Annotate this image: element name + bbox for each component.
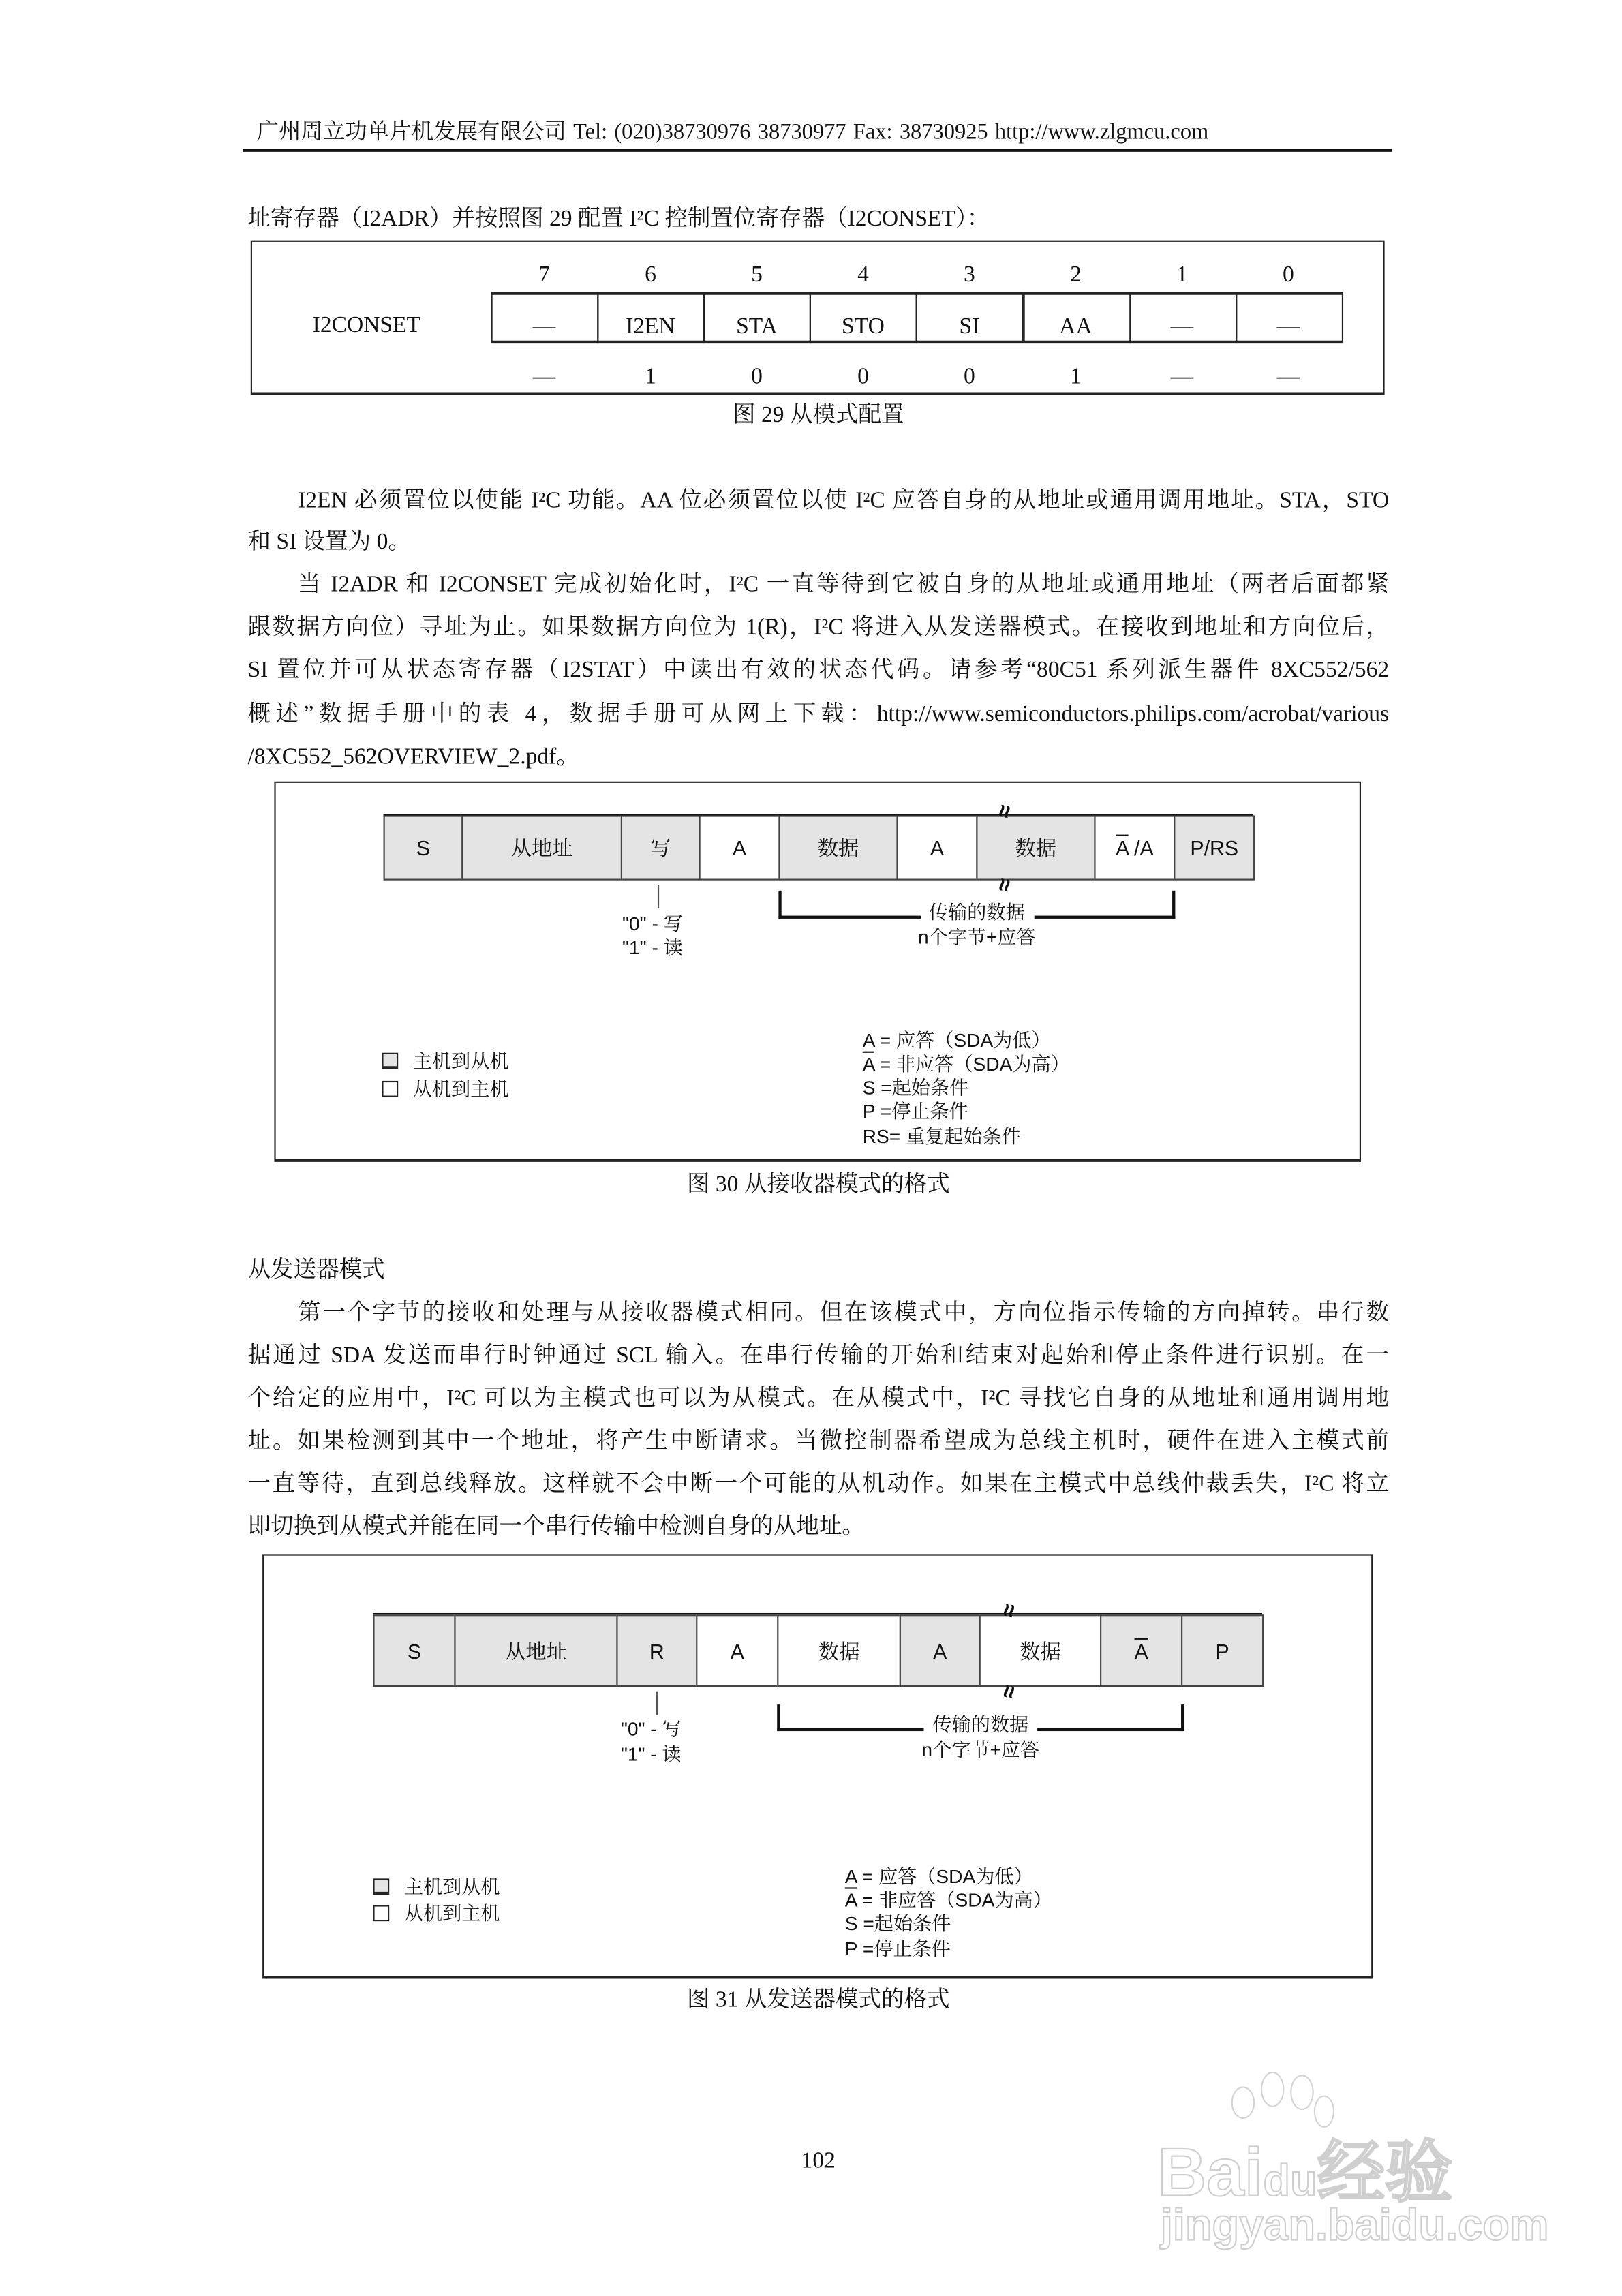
bit-number: 5 [751,262,763,288]
bit-name: AA [1059,313,1092,339]
frame-field-6 [976,815,1095,880]
bracket-label: 传输的数据 [920,901,1034,925]
frame-field-8 [1174,815,1255,880]
legend-label: 从机到主机 [403,1902,500,1925]
bracket-label: n个字节+应答 [921,1738,1040,1761]
direction-label: "0" - 写 [620,1717,682,1741]
paragraph-line: 个给定的应用中，I²C 可以为主模式也可以为从模式。在从模式中，I²C 寻找它自身的从地址和通用调用地 [247,1386,1390,1411]
definition-text: =起始条件 [857,1912,951,1935]
field-label: 数据 [817,836,859,860]
frame-field-3 [699,815,780,880]
definition-row [863,1076,969,1100]
definition-symbol: P [844,1937,857,1960]
page-number: 102 [801,2148,836,2174]
direction-label: "0" - 写 [622,913,683,935]
frame-field-0 [373,1614,455,1687]
figure-31-caption: 图 31 从发送器模式的格式 [686,1987,950,2013]
paragraph-line: 当 I2ADR 和 I2CONSET 完成初始化时，I²C 一直等待到它被自身的从地址或通用地址（两者后面都紧 [298,572,1390,598]
direction-marker-line [656,1692,658,1715]
paragraph-line: /8XC552_562OVERVIEW_2.pdf。 [247,744,579,770]
bracket-label: 传输的数据 [923,1713,1037,1737]
not-ack-symbol: $\overline{A}$ [1116,836,1129,860]
bit-name: — [532,313,556,339]
bit-name: — [1170,313,1194,339]
frame-field-2 [621,815,701,880]
paragraph-line: I2EN 必须置位以使能 I²C 功能。AA 位必须置位以使 I²C 应答自身的从地址或通用调用地址。STA，STO [298,488,1390,513]
definition-text: =停止条件 [874,1100,968,1122]
frame-field-0 [384,815,463,880]
bit-name: STA [736,313,778,339]
bit-number: 4 [857,262,869,288]
paragraph-line: 即切换到从模式并能在同一个串行传输中检测自身的从地址。 [247,1514,865,1540]
paragraph-line: 第一个字节的接收和处理与从接收器模式相同。但在该模式中，方向位指示传输的方向掉转。串行数 [298,1300,1390,1326]
legend-swatch-shaded [382,1053,398,1069]
field-label: 写 [650,836,671,860]
definition-row [863,1125,1021,1149]
frame-field-5 [900,1614,981,1687]
definition-text: = 重复起始条件 [889,1124,1021,1148]
baidu-watermark-logo: Baidu经验 jingyan.baidu.com [1157,2072,1541,2249]
definition-symbol: S [844,1912,858,1935]
bit-value: — [1276,364,1300,390]
definition-row [845,1938,951,1961]
bit-name: I2EN [626,313,675,339]
frame-field-6 [979,1614,1102,1687]
definition-text: = 应答（SDA为低） [856,1865,1033,1888]
field-label: A [732,836,747,860]
paragraph-line: 址。如果检测到其中一个地址，将产生中断请求。当微控制器希望成为总线主机时，硬件在进入主模式前 [247,1428,1390,1454]
definition-symbol: S [862,1076,876,1099]
frame-field-7 [1100,1614,1182,1687]
bit-number: 2 [1070,262,1082,288]
definition-text: = 非应答（SDA为高） [874,1052,1070,1075]
field-label: S [416,836,431,860]
field-label: 从地址 [505,1638,567,1663]
field-label: $\overline{A}$ /A [1116,836,1154,860]
bit-number: 3 [964,262,975,288]
field-label: S [407,1638,422,1663]
legend-swatch-white [373,1905,389,1921]
break-mark-icon: ≈ [994,1602,1022,1619]
break-mark-icon: ≈ [994,1683,1022,1700]
definition-text: = 非应答（SDA为高） [856,1888,1052,1912]
field-label: 数据 [1015,836,1057,860]
section-heading: 从发送器模式 [247,1257,385,1283]
direction-label: "1" - 读 [620,1743,682,1765]
definition-row [845,1912,951,1936]
field-label: A [930,836,945,860]
figure-30-caption: 图 30 从接收器模式的格式 [686,1172,950,1197]
frame-field-2 [616,1614,697,1687]
bit-name: SI [959,313,980,339]
field-label: A [730,1638,744,1663]
direction-marker-line [658,885,659,908]
direction-label: "1" - 读 [622,936,683,959]
definition-row [863,1053,1070,1077]
definition-symbol: A [862,1029,874,1052]
frame-field-1 [454,1614,617,1687]
frame-field-7 [1094,815,1175,880]
definition-symbol: A [844,1865,857,1888]
definition-symbol: $\overline{A}$ [862,1052,874,1075]
bit-number: 1 [1176,262,1188,288]
bracket-label: n个字节+应答 [918,925,1036,949]
definition-row [863,1029,1051,1053]
paragraph-line: SI 置位并可从状态寄存器（I2STAT）中读出有效的状态代码。请参考“80C51 系列派生器件 8XC552/562 [247,657,1390,683]
bit-number: 6 [645,262,656,288]
bit-number: 7 [538,262,550,288]
legend-label: 主机到从机 [403,1876,500,1898]
legend-swatch-white [382,1081,398,1097]
field-label: 数据 [818,1638,860,1663]
bit-value: 0 [751,364,763,390]
intro-line: 址寄存器（I2ADR）并按照图 29 配置 I²C 控制置位寄存器（I2CONSET）： [247,206,990,232]
field-label: R [649,1638,664,1663]
not-ack-symbol: $\overline{A}$ [1134,1638,1148,1663]
bit-number: 0 [1283,262,1294,288]
register-name: I2CONSET [312,312,421,338]
frame-field-5 [896,815,977,880]
paragraph-line: 概述”数据手册中的表 4，数据手册可从网上下载：http://www.semiconductors.philips.com/acrobat/various [247,701,1390,727]
frame-field-3 [696,1614,778,1687]
definition-text: =停止条件 [857,1937,951,1960]
definition-symbol: RS [862,1124,889,1148]
legend-label: 主机到从机 [412,1050,509,1072]
frame-field-8 [1181,1614,1264,1687]
field-label: A [933,1638,947,1663]
definition-row [845,1889,1052,1913]
page-header: 广州周立功单片机发展有限公司 Tel: (020)38730976 38730977 Fax: 38730925 http://www.zlgmcu.com [256,121,1209,145]
bit-value: — [1170,364,1194,390]
definition-symbol: $\overline{A}$ [844,1888,857,1912]
bit-name: STO [842,313,885,339]
field-label [1135,1639,1148,1663]
frame-field-4 [778,815,898,880]
paragraph-line: 和 SI 设置为 0。 [247,529,411,555]
legend-swatch-shaded [373,1878,389,1895]
bit-value: 0 [857,364,869,390]
definition-row [845,1865,1033,1889]
header-rule [243,149,1392,152]
field-label: 从地址 [510,836,573,860]
field-label: P/RS [1190,836,1239,860]
break-mark-icon: ≈ [990,802,1017,820]
figure-29-caption: 图 29 从模式配置 [733,402,904,428]
field-label: P [1215,1638,1229,1663]
bit-value: 1 [645,364,656,390]
frame-field-1 [461,815,622,880]
bit-name: — [1276,313,1300,339]
paragraph-line: 据通过 SDA 发送而串行时钟通过 SCL 输入。在串行传输的开始和结束对起始和停止条件进行识别。在一 [247,1343,1390,1368]
paragraph-line: 跟数据方向位）寻址为止。如果数据方向位为 1(R)，I²C 将进入从发送器模式。在接收到地址和方向位后， [247,615,1390,641]
break-mark-icon: ≈ [990,876,1017,893]
bit-value: 1 [1070,364,1082,390]
paragraph-line: 一直等待，直到总线释放。这样就不会中断一个可能的从机动作。如果在主模式中总线仲裁丢失，I²C 将立 [247,1471,1390,1497]
frame-field-4 [777,1614,901,1687]
definition-symbol: P [862,1100,875,1122]
definition-text: = 应答（SDA为低） [874,1029,1051,1052]
field-label: 数据 [1020,1638,1061,1663]
definition-row [863,1100,968,1124]
definition-text: =起始条件 [875,1076,969,1099]
bit-value: — [532,364,556,390]
legend-label: 从机到主机 [412,1077,509,1101]
bit-value: 0 [964,364,975,390]
